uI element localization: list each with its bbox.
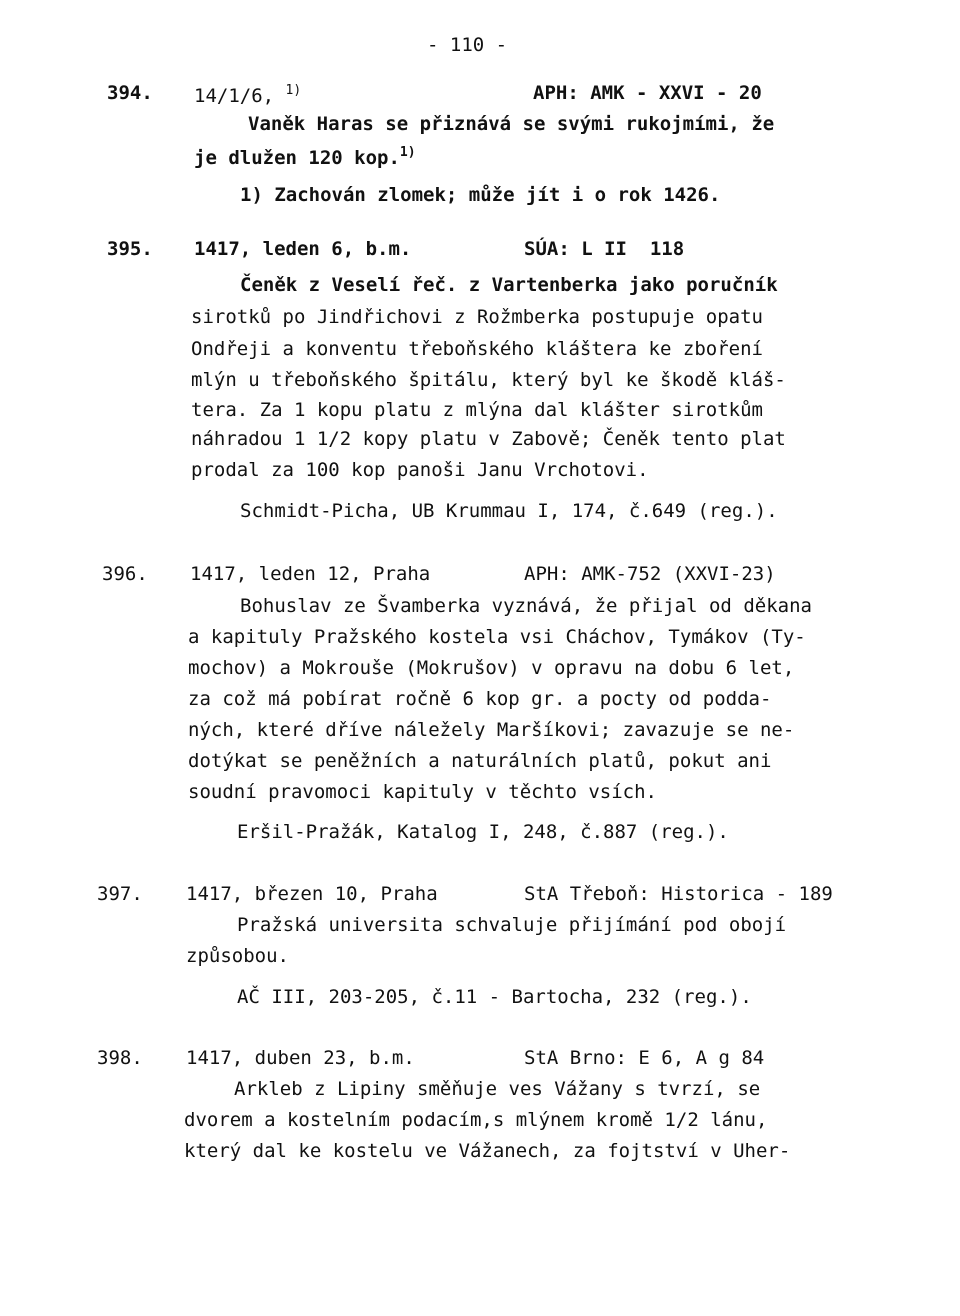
entry-text-line: soudní pravomoci kapituly v těchto vsích. [188,781,657,803]
entry-text-line: Vaněk Haras se přiznává se svými rukojmími, že [248,113,775,135]
entry-text-line: náhradou 1 1/2 kopy platu v Zabově; Čeněk tento plat [191,428,786,450]
entry-archive: APH: AMK - XXVI - 20 [533,82,762,104]
entry-text-line: prodal za 100 kop panoši Janu Vrchotovi. [191,459,649,481]
entry-date: 1417, duben 23, b.m. [186,1047,415,1069]
entry-date: 1417, leden 6, b.m. [194,238,412,260]
entry-archive: StA Třeboň: Historica - 189 [524,883,833,905]
entry-text-line: Arkleb z Lipiny směňuje ves Vážany s tvrzí, se [234,1078,761,1100]
entry-text-line: který dal ke kostelu ve Vážanech, za fojtství v Uher- [184,1140,791,1162]
entry-footnote: 1) Zachován zlomek; může jít i o rok 1426. [240,184,721,206]
entry-reference: AČ III, 203-205, č.11 - Bartocha, 232 (reg.). [237,986,752,1008]
entry-text-line: mochov) a Mokrouše (Mokrušov) v opravu na dobu 6 let, [188,657,795,679]
entry-text-line: dotýkat se peněžních a naturálních platů, pokut ani [188,750,772,772]
footnote-marker: 1) [285,83,302,98]
entry-number: 397. [97,883,143,905]
entry-text-line: způsobou. [186,945,289,967]
entry-reference: Eršil-Pražák, Katalog I, 248, č.887 (reg.). [237,821,729,843]
entry-text-line [194,146,416,168]
entry-text-line: dvorem a kostelním podacím,s mlýnem kromě 1/2 lánu, [184,1109,768,1131]
entry-date: 1417, leden 12, Praha [190,563,431,585]
entry-number: 396. [102,563,148,585]
entry-text-line: Čeněk z Veselí řeč. z Vartenberka jako poručník [240,274,778,296]
entry-text-line: sirotků po Jindřichovi z Rožmberka postupuje opatu [191,306,763,328]
entry-text-line: a kapituly Pražského kostela vsi Cháchov, Tymákov (Ty- [188,626,806,648]
entry-number: 395. [107,238,153,260]
entry-text-line: Bohuslav ze Švamberka vyznává, že přijal od děkana [240,595,812,617]
footnote-marker: 1) [399,145,416,160]
entry-archive: StA Brno: E 6, A g 84 [524,1047,765,1069]
entry-text-line: Pražská universita schvaluje přijímání pod obojí [237,914,787,936]
entry-text-line: mlýn u třeboňského špitálu, který byl ke škodě kláš- [191,369,786,391]
entry-number: 394. [107,82,153,104]
entry-text-line: tera. Za 1 kopu platu z mlýna dal klášter sirotkům [191,399,763,421]
entry-number: 398. [97,1047,143,1069]
entry-date-text: 14/1/6, [194,85,275,107]
entry-text-line-content: je dlužen 120 kop. [194,147,400,169]
entry-date: 1417, březen 10, Praha [186,883,438,905]
entry-text-line: za což má pobírat ročně 6 kop gr. a pocty od podda- [188,688,772,710]
entry-date [194,84,301,106]
entry-archive: APH: AMK-752 (XXVI-23) [524,563,776,585]
entry-archive: SÚA: L II 118 [524,238,685,260]
page-number: - 110 - [427,34,508,56]
entry-text-line: Ondřeji a konventu třeboňského kláštera ke zboření [191,338,763,360]
entry-text-line: ných, které dříve náležely Maršíkovi; zavazuje se ne- [188,719,795,741]
entry-reference: Schmidt-Picha, UB Krummau I, 174, č.649 (reg.). [240,500,778,522]
